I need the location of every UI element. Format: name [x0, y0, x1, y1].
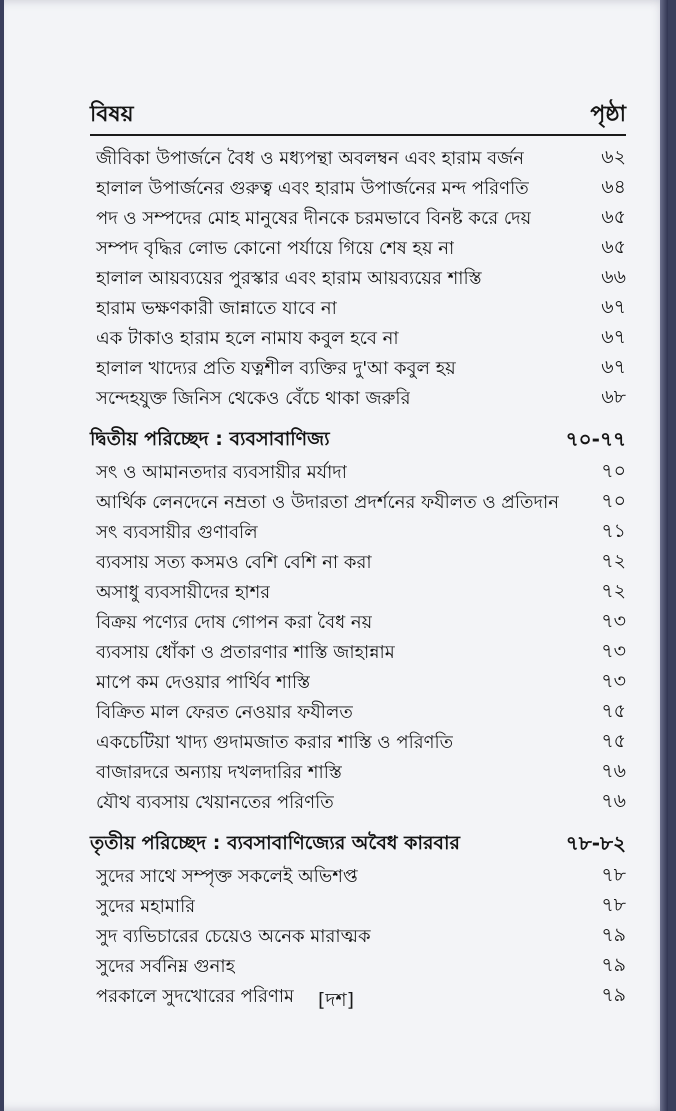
toc-entry [90, 728, 626, 758]
entry-title: পরকালে সুদখোরের পরিণাম [96, 985, 295, 1007]
toc-entry [90, 144, 626, 174]
entry-page: ৭২ [601, 550, 626, 572]
entry-page: ৭০ [601, 490, 626, 512]
entry-title: সুদের সাথে সম্পৃক্ত সকলেই অভিশপ্ত [96, 865, 358, 887]
toc-entry [90, 234, 626, 264]
entry-title: সৎ ও আমানতদার ব্যবসায়ীর মর্যাদা [96, 461, 347, 483]
entry-page: ৬৭ [601, 326, 626, 348]
toc-entry [90, 548, 626, 578]
toc-entry [90, 922, 626, 952]
entry-page: ৭৫ [601, 700, 626, 722]
entry-title: সুদ ব্যভিচারের চেয়েও অনেক মারাত্মক [96, 925, 371, 947]
book-page [4, 0, 668, 1111]
entry-title: পদ ও সম্পদের মোহ মানুষের দীনকে চরমভাবে বিনষ্ট করে দেয় [96, 207, 532, 229]
entry-page: ৭০ [601, 460, 626, 482]
entry-page: ৬৪ [601, 176, 626, 198]
toc-entry [90, 384, 626, 414]
entry-title: অসাধু ব্যবসায়ীদের হাশর [96, 581, 271, 603]
chapter-2-list [90, 458, 626, 818]
entry-page: ৭৩ [601, 640, 626, 662]
entry-title: বিক্রিত মাল ফেরত নেওয়ার ফযীলত [96, 701, 353, 723]
entry-page: ৭৮ [601, 864, 626, 886]
entry-title: সম্পদ বৃদ্ধির লোভ কোনো পর্যায়ে গিয়ে শেষ হয় না [96, 237, 455, 259]
entry-page: ৭৯ [601, 984, 626, 1006]
toc-entry [90, 488, 626, 518]
toc-entry [90, 294, 626, 324]
entry-page: ৭৫ [601, 730, 626, 752]
entry-title: বিক্রয় পণ্যের দোষ গোপন করা বৈধ নয় [96, 611, 373, 633]
entry-title: হালাল খাদ্যের প্রতি যত্নশীল ব্যক্তির দু'আ কবুল হয় [96, 357, 456, 379]
entry-title: সৎ ব্যবসায়ীর গুণাবলি [96, 521, 258, 543]
subject-column-label: বিষয় [90, 102, 134, 127]
toc-entry [90, 324, 626, 354]
entry-title: সুদের মহামারি [96, 895, 196, 917]
entry-title: হালাল আয়ব্যয়ের পুরস্কার এবং হারাম আয়ব্যয়ের শাস্তি [96, 267, 482, 289]
toc-entry [90, 264, 626, 294]
entry-title: যৌথ ব্যবসায় খেয়ানতের পরিণতি [96, 791, 334, 813]
toc-header [90, 96, 626, 136]
entry-title: এক টাকাও হারাম হলে নামায কবুল হবে না [96, 327, 399, 349]
toc-entry [90, 892, 626, 922]
entry-page: ৬৮ [601, 386, 626, 408]
entry-page: ৭৮ [601, 894, 626, 916]
book-spine-edge [660, 0, 668, 1111]
toc-entry [90, 788, 626, 818]
toc-entry [90, 608, 626, 638]
entry-page: ৭৩ [601, 610, 626, 632]
page-column-label: পৃষ্ঠা [590, 102, 626, 127]
chapter-page-range: ৭০-৭৭ [565, 426, 626, 451]
toc-entry [90, 638, 626, 668]
toc-entry [90, 668, 626, 698]
table-of-contents [90, 96, 626, 1012]
toc-entry [90, 952, 626, 982]
entry-title: হালাল উপার্জনের গুরুত্ব এবং হারাম উপার্জনের মন্দ পরিণতি [96, 177, 529, 199]
entry-page: ৭২ [601, 580, 626, 602]
section-1-list [90, 144, 626, 414]
toc-entry [90, 458, 626, 488]
entry-page: ৬৬ [601, 266, 626, 288]
entry-page: ৭৯ [601, 954, 626, 976]
entry-page: ৬৫ [601, 236, 626, 258]
entry-title: ব্যবসায় সত্য কসমও বেশি বেশি না করা [96, 551, 372, 573]
page-folio: [দশ] [317, 989, 355, 1011]
toc-entry [90, 758, 626, 788]
chapter-title: দ্বিতীয় পরিচ্ছেদ : ব্যবসাবাণিজ্য [90, 428, 330, 450]
toc-entry [90, 174, 626, 204]
chapter-heading-2 [90, 424, 626, 458]
entry-page: ৬৭ [601, 356, 626, 378]
entry-page: ৬২ [601, 146, 626, 168]
entry-page: ৭৬ [601, 760, 626, 782]
entry-page: ৭৬ [601, 790, 626, 812]
entry-page: ৭৯ [601, 924, 626, 946]
entry-page: ৭৩ [601, 670, 626, 692]
chapter-heading-3 [90, 828, 626, 862]
entry-title: হারাম ভক্ষণকারী জান্নাতে যাবে না [96, 297, 337, 319]
entry-title: মাপে কম দেওয়ার পার্থিব শাস্তি [96, 671, 311, 693]
entry-title: বাজারদরে অন্যায় দখলদারির শাস্তি [96, 761, 342, 783]
entry-page: ৬৭ [601, 296, 626, 318]
toc-entry [90, 578, 626, 608]
toc-entry [90, 862, 626, 892]
toc-entry [90, 518, 626, 548]
toc-entry [90, 354, 626, 384]
entry-title: আর্থিক লেনদেনে নম্রতা ও উদারতা প্রদর্শনের ফযীলত ও প্রতিদান [96, 491, 559, 513]
entry-title: সুদের সর্বনিম্ন গুনাহ [96, 955, 236, 977]
entry-page: ৭১ [601, 520, 626, 542]
entry-page: ৬৫ [601, 206, 626, 228]
toc-entry [90, 204, 626, 234]
chapter-page-range: ৭৮-৮২ [565, 830, 626, 855]
entry-title: সন্দেহযুক্ত জিনিস থেকেও বেঁচে থাকা জরুরি [96, 387, 411, 409]
entry-title: একচেটিয়া খাদ্য গুদামজাত করার শাস্তি ও পরিণতি [96, 731, 454, 753]
toc-entry [90, 698, 626, 728]
entry-title: ব্যবসায় ধোঁকা ও প্রতারণার শাস্তি জাহান্নাম [96, 641, 395, 663]
entry-title: জীবিকা উপার্জনে বৈধ ও মধ্যপন্থা অবলম্বন এবং হারাম বর্জন [96, 147, 525, 169]
chapter-title: তৃতীয় পরিচ্ছেদ : ব্যবসাবাণিজ্যের অবৈধ কারবার [90, 832, 460, 854]
